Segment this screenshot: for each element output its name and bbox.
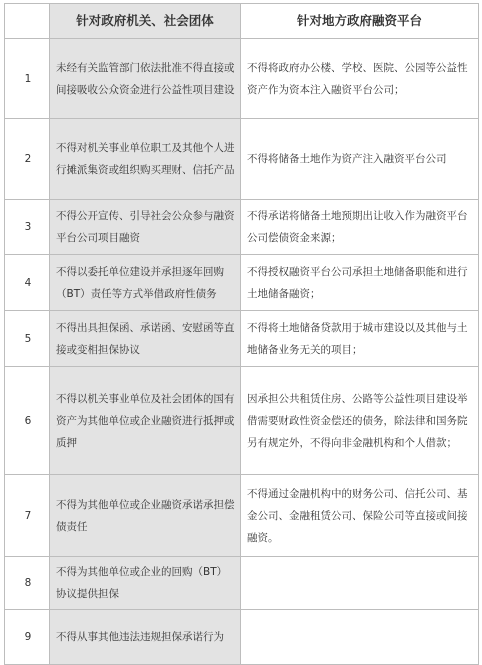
government-rule: 不得为其他单位或企业的回购（BT）协议提供担保: [50, 557, 241, 610]
platform-rule: 不得承诺将储备土地预期出让收入作为融资平台公司偿债资金来源；: [241, 200, 479, 255]
government-rule: 不得以委托单位建设并承担逐年回购（BT）责任等方式举借政府性债务: [50, 255, 241, 311]
government-rule: 未经有关监管部门依法批准不得直接或间接吸收公众资金进行公益性项目建设: [50, 39, 241, 119]
header-number: [5, 4, 50, 39]
platform-rule: 不得将储备土地作为资产注入融资平台公司: [241, 119, 479, 200]
platform-rule: 不得将政府办公楼、学校、医院、公园等公益性资产作为资本注入融资平台公司；: [241, 39, 479, 119]
table-row: [5, 610, 479, 665]
platform-rule: [241, 610, 479, 665]
platform-rule: 不得将土地储备贷款用于城市建设以及其他与土地储备业务无关的项目；: [241, 311, 479, 367]
table-row: [5, 255, 479, 311]
row-number: 2: [5, 119, 50, 200]
table-row: [5, 39, 479, 119]
row-number: 6: [5, 367, 50, 475]
table-row: [5, 200, 479, 255]
platform-rule: 因承担公共租赁住房、公路等公益性项目建设举借需要财政性资金偿还的债务，除法律和国务院另有规定外，不得向非金融机构和个人借款；: [241, 367, 479, 475]
header-row: [5, 4, 479, 39]
row-number: 8: [5, 557, 50, 610]
government-rule: 不得出具担保函、承诺函、安慰函等直接或变相担保协议: [50, 311, 241, 367]
government-rule: 不得以机关事业单位及社会团体的国有资产为其他单位或企业融资进行抵押或质押: [50, 367, 241, 475]
platform-rule: [241, 557, 479, 610]
table-row: [5, 311, 479, 367]
row-number: 9: [5, 610, 50, 665]
platform-rule: 不得授权融资平台公司承担土地储备职能和进行土地储备融资；: [241, 255, 479, 311]
row-number: 7: [5, 475, 50, 557]
table-row: [5, 119, 479, 200]
header-financing-platforms: 针对地方政府融资平台: [241, 4, 479, 39]
government-rule: 不得从事其他违法违规担保承诺行为: [50, 610, 241, 665]
row-number: 3: [5, 200, 50, 255]
government-rule: 不得为其他单位或企业融资承诺承担偿债责任: [50, 475, 241, 557]
row-number: 4: [5, 255, 50, 311]
table-row: [5, 475, 479, 557]
row-number: 5: [5, 311, 50, 367]
government-rule: 不得公开宣传、引导社会公众参与融资平台公司项目融资: [50, 200, 241, 255]
table-row: [5, 367, 479, 475]
header-government-agencies: 针对政府机关、社会团体: [50, 4, 241, 39]
row-number: 1: [5, 39, 50, 119]
platform-rule: 不得通过金融机构中的财务公司、信托公司、基金公司、金融租赁公司、保险公司等直接或间接融资。: [241, 475, 479, 557]
table-row: [5, 557, 479, 610]
policy-table: [4, 3, 479, 665]
government-rule: 不得对机关事业单位职工及其他个人进行摊派集资或组织购买理财、信托产品: [50, 119, 241, 200]
